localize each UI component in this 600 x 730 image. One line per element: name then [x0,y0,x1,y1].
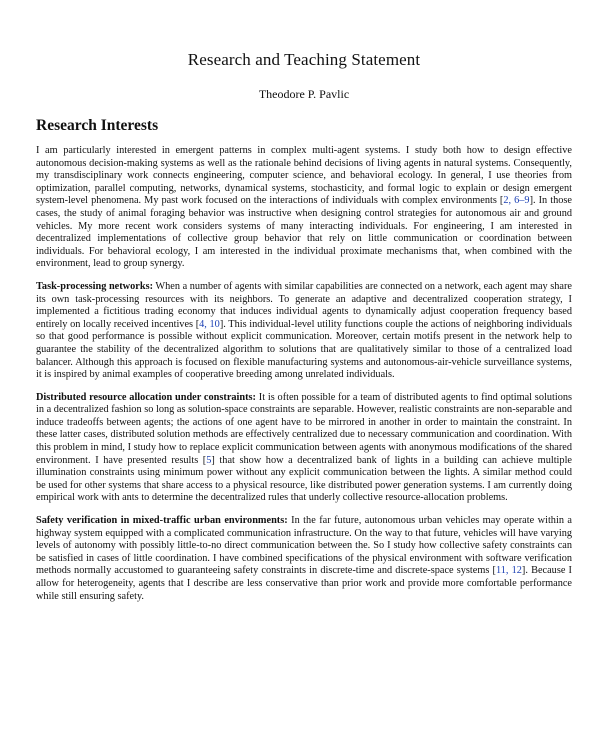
citation-link[interactable]: 4, 10 [199,318,220,330]
paragraph-text: In the far future, autonomous urban vehicles may operate within a highway system equipped with a complicated communication infrastructure. On the way to that future, vehicles will have varying levels of autonomy with possibly little-to-no direct communication between the. So I study how collective safety constraints can be satisfied in cases of little coordination. I have combined specifications of the physical environment with software verification methods normally accustomed to guaranteeing safety constraints in discrete-time and discrete-space systems [ [36,515,573,577]
paragraph-lead: Distributed resource allocation under constraints: [36,391,256,403]
paragraph-text: ]. This individual-level utility functions couple the actions of neighboring individuals so that good performance is possible without explicit communication. Moreover, certain motifs present in the network help to guarantee the stability of the decentralized algorithm to solutions that are qualitatively similar to those of a centralized load balancer. Although this approach is focused on flexible manufacturing systems and autonomous-air-vehicle surveillance systems, it is inspired by animal examples of cooperative breeding among unrelated individuals. [36,318,573,381]
author-name: Theodore P. Pavlic [258,87,350,101]
citation-link[interactable]: 11, 12 [495,565,522,577]
paragraph-lead: Task-processing networks: [36,280,154,292]
section-heading-research-interests: Research Interests [36,117,159,134]
paragraph-text: I am particularly interested in emergent patterns in complex multi-agent systems. I study both how to design effective autonomous decision-making systems as well as the rationale behind decisions of living agents in natural systems. Consequently, my transdisciplinary work connects engineering, computer science, and behavioral ecology. In general, I use theories from optimization, parallel computing, networks, dynamical systems, stochasticity, and formal logic to explain or design emergent system-level phenomena. My past work focused on the interactions of individuals with complex environments [ [36,145,572,207]
citation-link[interactable]: 2, 6–9 [503,195,530,207]
paragraph-text: When a number of agents with similar capabilities are connected on a network, each agent may share its own task-processing resources with its neighbors. To generate an adaptive and decentralized cooperation strategy, I implemented a fictitious trading economy that induces individual agents to dynamically adjust cooperation frequency based entirely on locally received incentives [ [36,280,572,330]
paragraph-text: ]. In those cases, the study of animal foraging behavior was instructive when designing control strategies for autonomous air and ground vehicles. My more recent work considers systems of many interacting individuals. For engineering, I am interested in decentralized implementations of collective group behavior that rely on little communication or coordination between individuals. For behavioral ecology, I am interested in the individual proximate mechanisms that, when combined with the environment, lead to group synergy. [36,195,572,270]
citation-link[interactable]: 5 [206,454,212,466]
paragraph-text: It is often possible for a team of distributed agents to find optimal solutions in a decentralized fashion so long as solution-space constraints are separable. However, realistic constraints are non-separable and induce tradeoffs between agents; the actions of one agent have to be mirrored in another in order to maintain the constraint. In these latter cases, distributed solution methods are effectively centralized due to necessary communication and coordination. With this problem in mind, I study how to replace explicit communication between agents with anonymous modifications of the shared environment. I have presented results [ [36,391,572,466]
paragraph-lead: Safety verification in mixed-traffic urban environments: [36,515,288,527]
paragraph-task-processing [36,281,572,382]
document-title: Research and Teaching Statement [187,50,421,69]
paragraph-overview [36,145,572,271]
paragraph-safety-verification [36,515,572,603]
paragraph-resource-allocation [36,392,572,505]
paragraph-text: ]. Because I allow for heterogeneity, agents that I describe are less conservative than prior work and provide more comfortable performance while still ensuring safety. [36,565,572,602]
paragraph-text: ] that show how a decentralized bank of lights in a building can achieve multiple illumination constraints using minimum power without any explicit communication between the lights. A similar method could be used for other systems that share access to a physical resource, like distributed power generation systems. I am currently doing empirical work with ants to determine the decentralized rules that underly collective resource-allocation problems. [36,454,573,504]
